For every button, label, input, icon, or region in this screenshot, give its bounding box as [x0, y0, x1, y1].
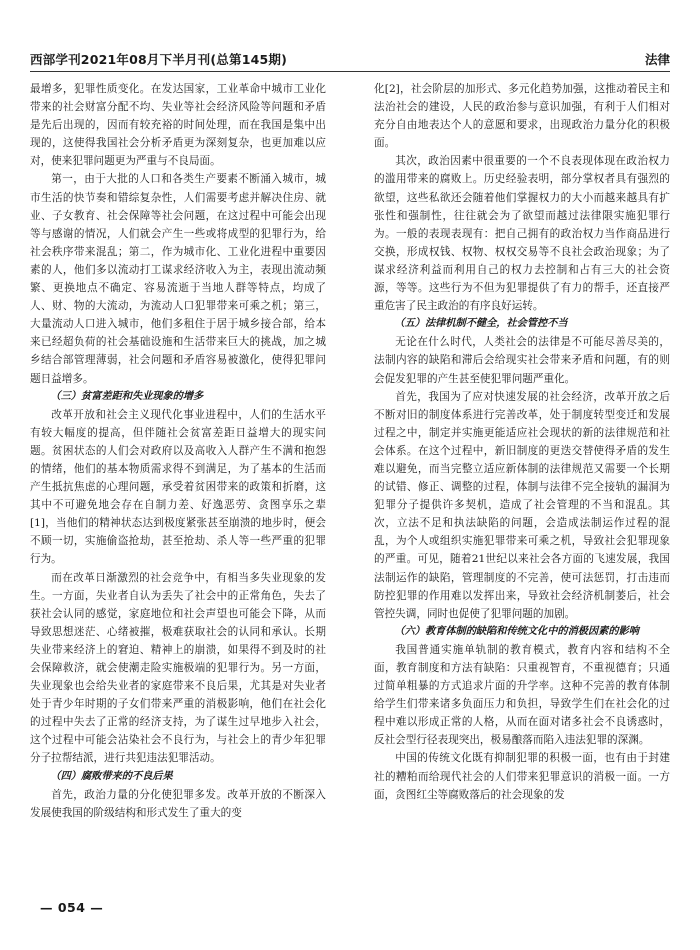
section-heading: （三）贫富差距和失业现象的增多	[50, 390, 204, 402]
section-heading: （六）教育体制的缺陷和传统文化中的消极因素的影响	[394, 625, 639, 637]
paragraph: 首先，政治力量的分化使犯罪多发。改革开放的不断深入发展使我国的阶级结构和形式发生了重大的变	[30, 788, 326, 819]
paragraph: 最增多，犯罪性质变化。在发达国家，工业革命中城市工业化带来的社会财富分配不均、失业等社会经济风险等问题和矛盾是先后出现的，因而有较充裕的时间处理，而在我国是集中出现的，这使得我国社会分析矛盾更为深刻复杂，也更加难以应对，使来犯罪问题更为严重与不良局面。	[30, 83, 326, 168]
running-header	[30, 46, 670, 72]
section-heading: （五）法律机制不健全，社会管控不当	[394, 318, 568, 330]
paragraph: 首先，我国为了应对快速发展的社会经济，改革开放之后不断对旧的制度体系进行完善改革，处于制度转型变迁和发展过程之中，制定并实施更能适应社会现状的新的法律规范和社会体系。在这个过程中，新旧制度的更迭交替使得矛盾的发生难以避免，而当完整立适应新体制的法律规范又需要一个长期的试错、修正、调整的过程，体制与法律不完全接轨的漏洞为犯罪分子提供许多契机，造成了社会管理的不当和混乱。其次，立法不足和执法缺陷的问题，会造成法制运作过程的混乱，为个人或组织实施犯罪带来可乘之机，导致社会犯罪现象的严重。可见，随着21世纪以来社会各方面的飞速发展，我国法制运作的缺陷，管理制度的不完善，使可法惩罚，打击违而防控犯罪的作用难以发挥出来，导致社会经济机制萎后，社会管控失调，同时也促使了犯罪问题的加剧。	[374, 390, 670, 620]
page-number: — 054 —	[40, 900, 104, 915]
left-text-column	[30, 80, 326, 900]
journal-issue-title: 西部学刊2021年08月下半月刊(总第145期)	[30, 52, 288, 67]
section-label: 法律	[644, 52, 670, 67]
paragraph: 改革开放和社会主义现代化事业进程中，人们的生活水平有较大幅度的提高，但伴随社会贫富差距日益增大的现实问题。贫困状态的人们会对政府以及高收入人群产生不满和抱怨的情绪，他们的基本物质需求得不到满足，为了基本的生活而产生抵抗焦虑的心理问题，承受着贫困带来的政策和折磨，这其中不可避免地会存在自制力差、好逸恶劳、贪图享乐之辈[1]，当他们的精神状态达到极度紧张甚至崩溃的地步时，便会不顾一切，实施偷盗抢劫，甚至抢劫、杀人等一些严重的犯罪行为。	[30, 408, 326, 566]
paragraph: 第一，由于大批的人口和各类生产要素不断涌入城市，城市生活的快节奏和错综复杂性，人们需要考虑并解决住房、就业、子女教育、社会保障等社会问题，在这过程中可能会出现等与感谢的情况，人们就会产生一些或将成型的犯罪行为，给社会秩序带来混乱；第二，作为城市化、工业化进程中重要因素的人，他们多以流动打工谋求经济收入为主，表现出流动频繁、更换地点不确定、容易流逝于当地人群等特点，均成了人、财、物的大流动，为流动人口犯罪带来可乘之机；第三，大量流动人口进入城市，他们多租住于居于城乡接合部，给本来已经超负荷的社会基础设施和生活带来巨大的挑战，加之城乡结合部管理薄弱，社会问题和矛盾容易被激化，使得犯罪问题日益增多。	[30, 173, 326, 385]
paragraph: 中国的传统文化既有抑制犯罪的积极一面，也有由于封建社的糟粕而给现代社会的人们带来犯罪意识的消极一面。一方面，贪图红尘等腐败落后的社会现象的发	[374, 752, 670, 801]
paragraph: 化[2]，社会阶层的加形式、多元化趋势加强，这推动着民主和法治社会的建设，人民的政治参与意识加强，有利于人们相对充分自由地表达个人的意愿和要求，出现政治力量分化的积极面。	[374, 83, 670, 150]
paragraph: 我国普通实施单轨制的教育模式，教育内容和结构不全面，教育制度和方法有缺陷：只重视智育，不重视德育；只通过简单粗暴的方式追求片面的升学率。这种不完善的教育体制给学生们带来诸多负面压力和负担，导致学生们在社会化的过程中难以形成正常的人格，从而在面对诸多社会不良诱惑时，反社会型行径表现突出，极易酿落而陷入违法犯罪的深渊。	[374, 643, 670, 747]
paragraph: 其次，政治因素中很重要的一个不良表现体现在政治权力的滥用带来的腐败上。历史经验表明，部分掌权者具有强烈的欲望，这些私欲还会随着他们掌握权力的大小而越来越具有扩张性和强制性，往往就会为了欲望而越过法律限实施犯罪行为。一般的表现表现有：把自己拥有的政治权力当作商品进行交换，形成权钱、权物、权权交易等不良社会政治现象；为了谋求经济利益而利用自己的权力去控制和占有三大的社会资源，等等。这些行为不但为犯罪提供了有力的帮手，还直接严重危害了民主政治的有序良好运转。	[374, 155, 670, 313]
section-heading: （四）腐败带来的不良后果	[50, 770, 173, 782]
paragraph: 而在改革日渐激烈的社会竞争中，有相当多失业现象的发生。一方面，失业者自认为丢失了社会中的正常角色，失去了获社会认同的感觉，家庭地位和社会声望也可能会下降，从而导致思想迷茫、心绪被摧，极难获取社会的认同和承认。长期失业带来经济上的窘迫、精神上的崩溃，如果得不到及时的社会保障救济，就会使潮走险实施极端的犯罪行为。另一方面，失业现象也会给失业者的家庭带来不良后果，尤其是对失业者处于青少年时期的子女们带来严重的消极影响，他们在社会化的过程中失去了正常的经济支持，为了谋生过早地步入社会，这个过程中可能会沾染社会不良行为，与社会上的青少年犯罪分子拉帮结派，进行共犯违法犯罪活动。	[30, 571, 326, 765]
right-text-column	[374, 80, 670, 900]
paragraph: 无论在什么时代，人类社会的法律是不可能尽善尽美的，法制内容的缺陷和滞后会给现实社会带来矛盾和问题，有的则会促发犯罪的产生甚至使犯罪问题严重化。	[374, 336, 670, 385]
